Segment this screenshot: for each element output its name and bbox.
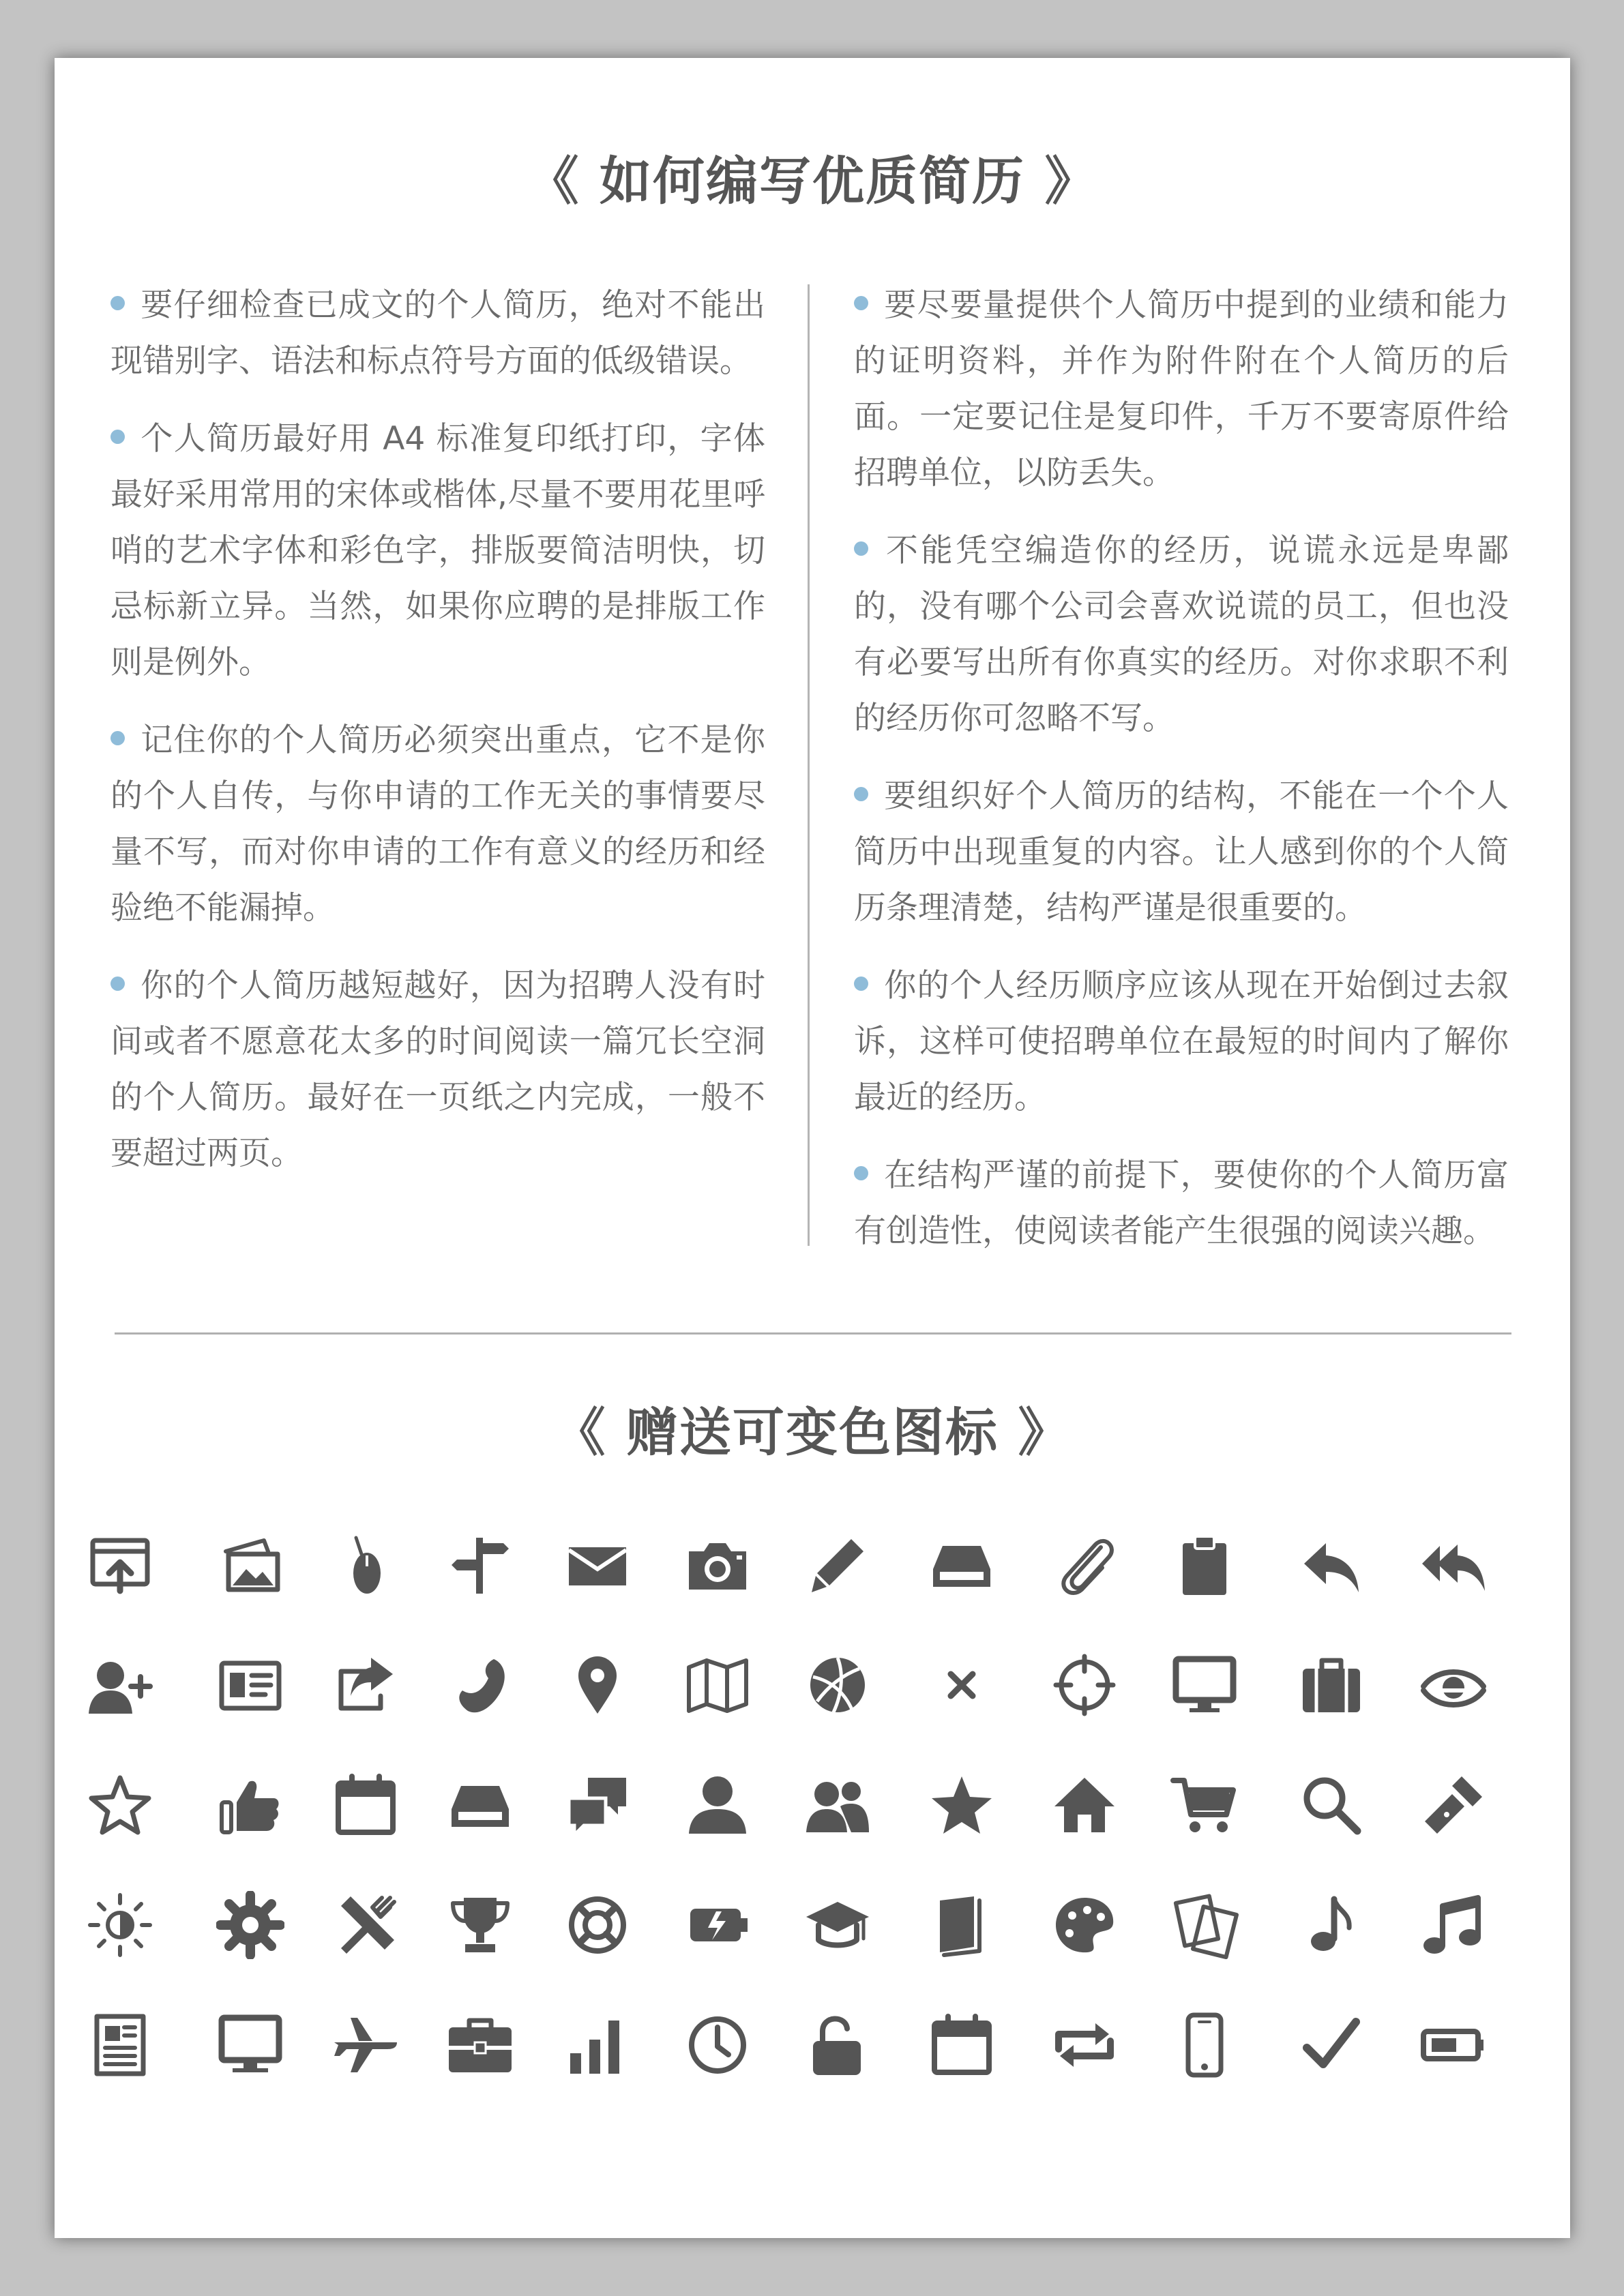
users-icon [803,1771,872,1839]
monitor-icon [1170,1651,1239,1719]
tip-text: 不能凭空编造你的经历，说谎永远是卑鄙的，没有哪个公司会喜欢说谎的员工，但也没有必要写出所有你真实的经历。对你求职不利的经历你可忽略不写。 [854,532,1509,737]
bullet-dot [854,541,868,556]
right-column [854,278,1509,1281]
toolbox-icon [446,2011,514,2079]
bullet-dot [110,430,125,444]
music-notes-icon [1419,1891,1488,1959]
graduation-cap-icon [803,1891,872,1959]
tip-paragraph [854,278,1509,501]
map-icon [683,1651,752,1719]
bullet-dot [110,731,125,745]
paperclip-icon [1050,1531,1119,1599]
icon-row [86,1771,1546,1891]
browser-upload-icon [86,1531,154,1599]
star-outline-icon [86,1771,154,1839]
tools-icon [331,1891,400,1959]
palette-icon [1050,1891,1119,1959]
add-user-icon [86,1651,154,1719]
camera-icon [683,1531,752,1599]
calendar-icon [331,1771,400,1839]
tip-text: 个人简历最好用 A4 标准复印纸打印，字体最好采用常用的宋体或楷体,尽量不要用花里呼哨的艺术字体和彩色字，排版要简洁明快，切忌标新立异。当然，如果你应聘的是排版工作则是例外。 [110,420,765,681]
repeat-icon [1050,2011,1119,2079]
inbox-icon [446,1771,514,1839]
trophy-icon [446,1891,514,1959]
envelope-icon [563,1531,632,1599]
desktop-icon [216,2011,284,2079]
inbox-tray-icon [928,1531,996,1599]
battery-charging-icon [683,1891,752,1959]
pencil-icon [803,1531,872,1599]
photos-icon [216,1531,284,1599]
resume-page [55,58,1570,2238]
cards-icon [1170,1891,1239,1959]
reply-icon [1297,1531,1365,1599]
tip-paragraph [854,769,1509,936]
flashlight-icon [1419,1771,1488,1839]
icon-row [86,1531,1546,1651]
star-icon [928,1771,996,1839]
icon-grid [86,1531,1546,2131]
brightness-icon [86,1891,154,1959]
calendar-icon [928,2011,996,2079]
id-card-icon [216,1651,284,1719]
section-title-icons: 《 赠送可变色图标 》 [553,1402,1072,1463]
bullet-dot [854,296,868,310]
clock-icon [683,2011,752,2079]
tip-text: 你的个人简历越短越好，因为招聘人没有时间或者不愿意花太多的时间阅读一篇冗长空洞的个人简历。最好在一页纸之内完成，一般不要超过两页。 [110,967,765,1172]
bullet-dot [110,976,125,991]
newspaper-icon [86,2011,154,2079]
clipboard-icon [1170,1531,1239,1599]
chat-bubbles-icon [563,1771,632,1839]
shopping-cart-icon [1170,1771,1239,1839]
mobile-phone-icon [1170,2011,1239,2079]
section-divider [115,1332,1511,1335]
close-x-icon [928,1651,996,1719]
bullet-dot [854,976,868,991]
gear-icon [216,1891,284,1959]
mouse-icon [331,1531,400,1599]
tip-text: 在结构严谨的前提下，要使你的个人简历富有创造性，使阅读者能产生很强的阅读兴趣。 [854,1157,1509,1250]
icon-row [86,1891,1546,2011]
column-divider [808,284,810,1246]
lifebuoy-icon [563,1891,632,1959]
share-icon [331,1651,400,1719]
battery-icon [1419,2011,1488,2079]
tip-paragraph [854,1148,1509,1259]
bar-chart-icon [563,2011,632,2079]
eye-slash-icon [1419,1651,1488,1719]
bullet-dot [110,296,125,310]
music-note-icon [1297,1891,1365,1959]
tip-text: 要仔细检查已成文的个人简历，绝对不能出现错别字、语法和标点符号方面的低级错误。 [110,286,765,380]
tip-paragraph [854,523,1509,747]
section-title-resume-tips: 《 如何编写优质简历 》 [527,151,1098,211]
bullet-dot [854,787,868,801]
user-icon [683,1771,752,1839]
left-column [110,278,765,1204]
tip-text: 记住你的个人简历必须突出重点，它不是你的个人自传，与你申请的工作无关的事情要尽量不写，而对你申请的工作有意义的经历和经验绝不能漏掉。 [110,721,765,927]
map-pin-icon [563,1651,632,1719]
book-icon [928,1891,996,1959]
home-icon [1050,1771,1119,1839]
bullet-dot [854,1166,868,1180]
tip-paragraph [110,713,765,936]
tip-text: 要组织好个人简历的结构，不能在一个个人简历中出现重复的内容。让人感到你的个人简历条理清楚，结构严谨是很重要的。 [854,777,1509,927]
tip-paragraph [854,958,1509,1126]
reply-all-icon [1419,1531,1488,1599]
tip-text: 要尽要量提供个人简历中提到的业绩和能力的证明资料，并作为附件附在个人简历的后面。一定要记住是复印件，千万不要寄原件给招聘单位，以防丢失。 [854,286,1509,492]
icon-row [86,1651,1546,1771]
crosshair-icon [1050,1651,1119,1719]
search-icon [1297,1771,1365,1839]
suitcase-icon [1297,1651,1365,1719]
checkmark-icon [1297,2011,1365,2079]
icon-row [86,2011,1546,2131]
tip-text: 你的个人经历顺序应该从现在开始倒过去叙诉，这样可使招聘单位在最短的时间内了解你最近的经历。 [854,967,1509,1116]
unlocked-icon [803,2011,872,2079]
tip-paragraph [110,411,765,691]
thumbs-up-icon [216,1771,284,1839]
tip-paragraph [110,958,765,1182]
airplane-icon [331,2011,400,2079]
signpost-icon [446,1531,514,1599]
tip-paragraph [110,278,765,389]
phone-icon [446,1651,514,1719]
basketball-icon [803,1651,872,1719]
